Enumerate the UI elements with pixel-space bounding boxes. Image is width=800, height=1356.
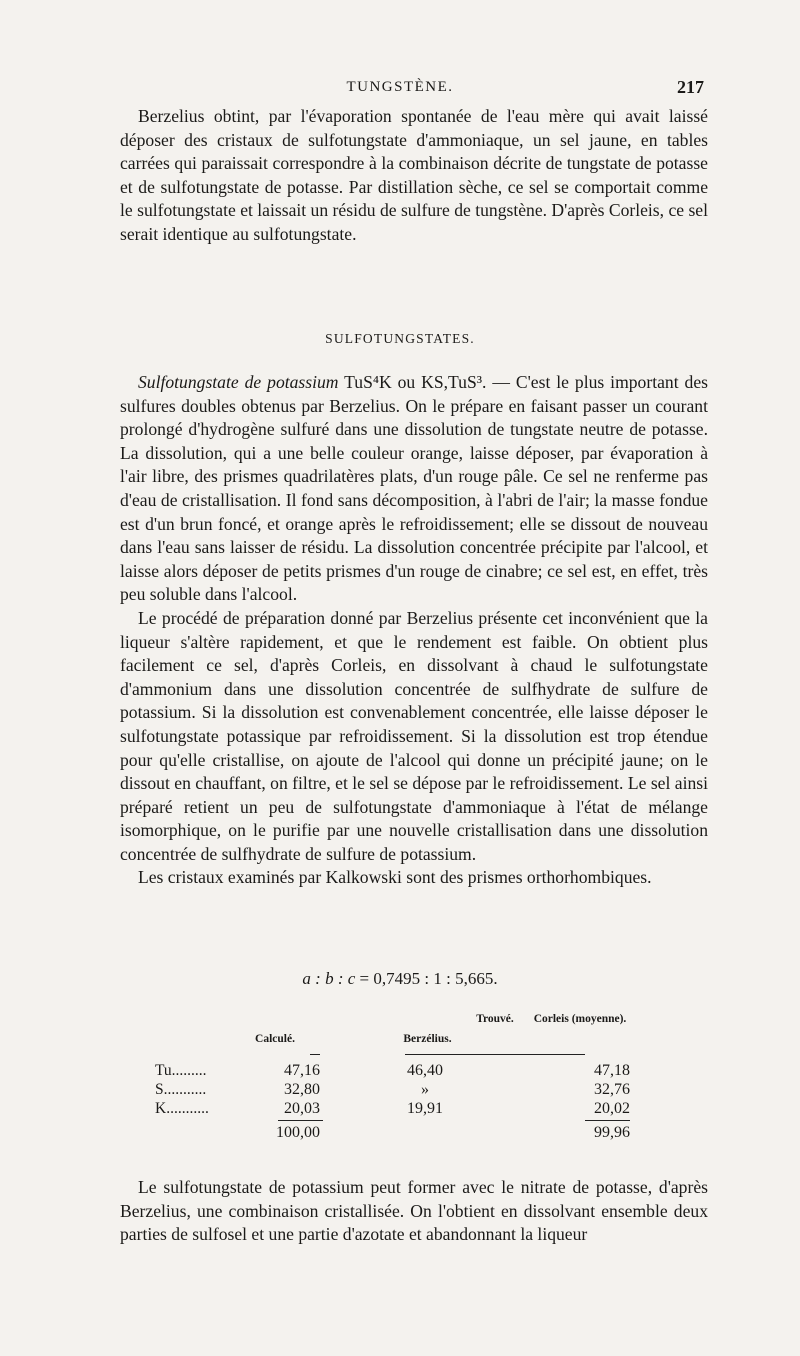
paragraph-4: Les cristaux examinés par Kalkowski sont des prismes orthorhombiques.: [138, 867, 652, 888]
total-corleis: 99,96: [594, 1124, 630, 1141]
table-row: [155, 1081, 645, 1100]
salt-title: Sulfotungstate de potassium: [138, 372, 339, 392]
analysis-table: [155, 1010, 645, 1158]
table-row: [155, 1100, 645, 1119]
running-head-title: TUNGSTÈNE.: [346, 79, 454, 95]
value-berzelius: 46,40: [407, 1062, 443, 1079]
paragraph-3: Le procédé de préparation donné par Berzelius présente cet inconvénient que la liqueur s'altère rapidement, et que le rendement est faible. On obtient plus facilement ce sel, d'après Corleis, en dissolvant à chaud le sulfotungstate d'ammonium dans une dissolution concentrée de sulfhydrate de sulfure de potassium. Si la dissolution est convenablement concentrée, elle laisse déposer le sulfotungstate potassique par refroidissement. Si la dissolution est trop étendue pour qu'elle cristallise, on ajoute de l'alcool qui donne un précipité jaune; on le dissout en chauffant, on filtre, et le sel se dépose par le refroidissement. Le sel ainsi préparé retient un peu de sulfotungstate d'ammoniaque à l'état de mélange isomorphique, on le purifie par une nouvelle cristallisation dans une dissolution concentrée de sulfhydrate de sulfure de potassium.: [120, 607, 708, 864]
paragraph-1: [120, 105, 708, 247]
value-calcule: 32,80: [284, 1081, 320, 1098]
paragraph-2-text: — C'est le plus important des sulfures doubles obtenus par Berzelius. On le prépare en faisant passer un courant prolongé d'hydrogène sulfuré dans une dissolution de tungstate neutre de potasse. La dissolution, qui a une belle couleur orange, laisse déposer, par évaporation à l'air libre, des prismes quadrilatères plats, d'un rouge pâle. Ce sel ne renferme pas d'eau de cristallisation. Il fond sans décomposition, à l'abri de l'air; la masse fondue est d'un brun foncé, et orange après le refroidissement; elle se dissout de nouveau dans l'eau sans laisser de résidu. La dissolution concentrée précipite par l'alcool, et laisse alors déposer de petits prismes d'un rouge de cinabre; ce sel est, en effet, très peu soluble dans l'alcool.: [120, 372, 708, 605]
table-row: [155, 1062, 645, 1081]
paragraph-2: [120, 371, 708, 607]
value-calcule: 20,03: [284, 1100, 320, 1117]
paragraph-5-text: Le sulfotungstate de potassium peut former avec le nitrate de potasse, d'après Berzelius, une combinaison cristallisée. On l'obtient en dissolvant ensemble deux parties de sulfosel et une partie d'azotate et abandonnant la liqueur: [120, 1177, 708, 1245]
element-label: Tu.........: [155, 1062, 207, 1079]
value-corleis: 32,76: [594, 1081, 630, 1098]
paragraph-5: [120, 1176, 708, 1247]
sum-rule-corleis: [585, 1120, 630, 1121]
running-head: [0, 77, 800, 101]
axial-ratio-labels: a : b : c: [302, 969, 356, 988]
axial-ratio-values: = 0,7495 : 1 : 5,665.: [359, 969, 498, 988]
value-corleis: 47,18: [594, 1062, 630, 1079]
sum-rule-calcule: [278, 1120, 323, 1121]
page-number: 217: [677, 77, 704, 97]
header-corleis: Corleis (moyenne).: [533, 1013, 627, 1025]
element-label: S...........: [155, 1081, 207, 1098]
total-calcule: 100,00: [276, 1124, 320, 1141]
salt-formula: TuS⁴K ou KS,TuS³.: [344, 372, 487, 392]
value-corleis: 20,02: [594, 1100, 630, 1117]
table-total-row: [155, 1124, 645, 1143]
header-trouve: Trouvé.: [476, 1013, 514, 1025]
header-rule-calcule: [310, 1054, 320, 1055]
header-berzelius: Berzélius.: [403, 1033, 452, 1045]
value-berzelius: 19,91: [407, 1100, 443, 1117]
main-text: [120, 371, 708, 890]
element-label: K...........: [155, 1100, 209, 1117]
header-calcule: Calculé.: [255, 1033, 295, 1045]
axial-ratio: [0, 969, 800, 989]
value-berzelius: »: [421, 1081, 429, 1098]
value-calcule: 47,16: [284, 1062, 320, 1079]
paragraph-1-text: Berzelius obtint, par l'évaporation spontanée de l'eau mère qui avait laissé déposer des cristaux de sulfotungstate d'ammoniaque, un sel jaune, en tables carrées qui paraissait correspondre à la combinaison décrite de tungstate de potasse et de sulfotungstate de potasse. Par distillation sèche, ce sel se comportait comme le sulfotungstate et laissait un résidu de sulfure de tungstène. D'après Corleis, ce sel serait identique au sulfotungstate.: [120, 106, 709, 244]
section-heading: SULFOTUNGSTATES.: [325, 331, 475, 346]
header-rule-trouve: [405, 1054, 585, 1055]
